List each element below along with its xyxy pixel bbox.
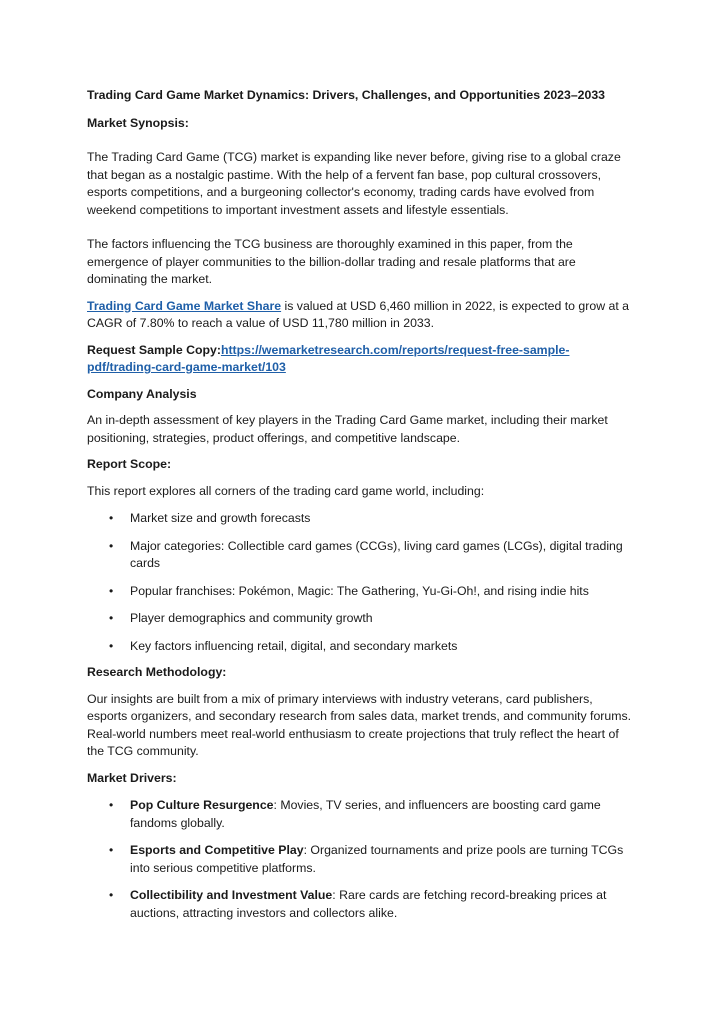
bullet-icon: • [109, 843, 114, 857]
scope-intro: This report explores all corners of the trading card game world, including: [87, 483, 485, 498]
list-item: • Key factors influencing retail, digital, and secondary markets [87, 638, 635, 656]
market-share-link[interactable]: Trading Card Game Market Share [87, 298, 282, 313]
list-item: • Market size and growth forecasts [87, 510, 635, 528]
synopsis-heading: Market Synopsis: [87, 115, 189, 130]
bullet-icon: • [109, 583, 114, 598]
list-item: • Player demographics and community growth [87, 610, 635, 628]
company-heading: Company Analysis [87, 386, 197, 401]
document-body [87, 87, 635, 922]
bullet-icon: • [109, 611, 114, 625]
bullet-icon: • [109, 888, 114, 902]
bullet-icon: • [109, 638, 114, 653]
drivers-heading: Market Drivers: [87, 770, 177, 785]
bullet-icon: • [109, 511, 114, 525]
list-item: • Pop Culture Resurgence: Movies, TV series, and influencers are boosting card game fandoms globally. [109, 798, 601, 830]
list-item: • Major categories: Collectible card games (CCGs), living card games (LCGs), digital trading cards [109, 538, 623, 570]
drivers-list [87, 797, 635, 922]
methodology-heading: Research Methodology: [87, 665, 227, 679]
methodology-text: Our insights are built from a mix of primary interviews with industry veterans, card publishers, esports organizers, and secondary research from sales data, market trends, and community forums. Real-world numbers meet real-world enthusiasm to create projections that truly reflect the heart of the TCG community. [87, 691, 632, 758]
list-item: • Popular franchises: Pokémon, Magic: The Gathering, Yu-Gi-Oh!, and rising indie hits [87, 583, 635, 601]
sample-label: Request Sample Copy: [87, 342, 221, 357]
bullet-icon: • [109, 538, 114, 553]
document-title: Trading Card Game Market Dynamics: Drivers, Challenges, and Opportunities 2023–2033 [87, 88, 606, 102]
scope-heading: Report Scope: [87, 457, 172, 471]
synopsis-paragraph-2: The factors influencing the TCG business are thoroughly examined in this paper, from the emergence of player communities to the billion-dollar trading and resale platforms that are dominating the market. [87, 237, 576, 286]
sample-link[interactable]: https://wemarketresearch.com/reports/request-free-sample-pdf/trading-card-game-market/103 [87, 342, 570, 374]
market-share-text: is valued at USD 6,460 million in 2022, is expected to grow at a CAGR of 7.80% to reach a value of USD 11,780 million in 2033. [87, 298, 630, 330]
market-share-paragraph [87, 298, 635, 333]
list-item: • Esports and Competitive Play: Organized tournaments and prize pools are turning TCGs into serious competitive platforms. [109, 843, 624, 875]
list-item: • Collectibility and Investment Value: Rare cards are fetching record-breaking prices at auctions, attracting investors and collectors alike. [109, 888, 607, 920]
scope-list [87, 510, 635, 655]
company-text: An in-depth assessment of key players in the Trading Card Game market, including their market positioning, strategies, product offerings, and competitive landscape. [87, 413, 608, 445]
synopsis-paragraph-1: The Trading Card Game (TCG) market is expanding like never before, giving rise to a global craze that began as a nostalgic pastime. With the help of a fervent fan base, pop cultural crossovers, esports competitions, and a burgeoning collector's economy, trading cards have evolved from weekend competitions to important investment assets and lifestyle essentials. [87, 150, 621, 217]
sample-paragraph [87, 342, 635, 377]
bullet-icon: • [109, 798, 114, 812]
